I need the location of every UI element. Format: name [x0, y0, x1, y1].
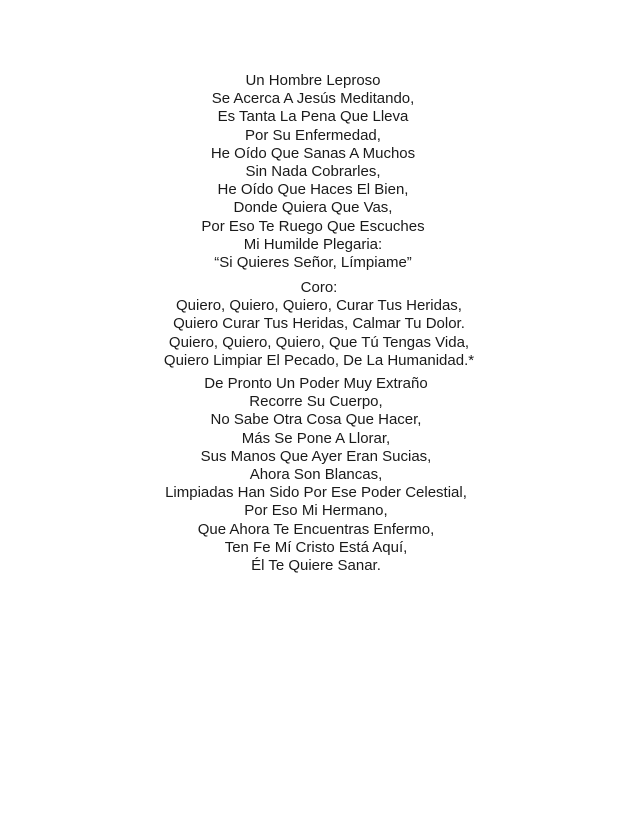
lyric-line: Más Se Pone A Llorar,: [241, 429, 391, 447]
lyric-line: De Pronto Un Poder Muy Extraño: [204, 375, 428, 392]
lyric-line: He Oído Que Haces El Bien,: [217, 181, 409, 199]
lyric-line: No Sabe Otra Cosa Que Hacer,: [210, 411, 422, 429]
lyric-line: Por Eso Mi Hermano,: [244, 502, 388, 520]
chorus: [0, 279, 638, 370]
lyric-line: Donde Quiera Que Vas,: [233, 199, 393, 217]
lyric-line: Por Su Enfermedad,: [245, 126, 381, 144]
lyric-line: “Si Quieres Señor, Límpiame”: [214, 254, 412, 272]
stanza-1: [0, 72, 632, 272]
lyric-line: Un Hombre Leproso: [245, 72, 381, 89]
lyric-line: Se Acerca A Jesús Meditando,: [211, 90, 415, 108]
lyric-line: Que Ahora Te Encuentras Enfermo,: [197, 520, 435, 538]
lyric-line: Por Eso Te Ruego Que Escuches: [201, 217, 425, 235]
lyric-line: Quiero, Quiero, Quiero, Que Tú Tengas Vida,: [168, 333, 470, 351]
lyric-line: He Oído Que Sanas A Muchos: [210, 144, 416, 162]
lyric-line: Quiero Limpiar El Pecado, De La Humanidad.*: [163, 351, 475, 369]
lyric-line: Limpiadas Han Sido Por Ese Poder Celestial,: [165, 484, 467, 502]
lyric-line: Mi Humilde Plegaria:: [243, 235, 383, 253]
lyric-line: Quiero Curar Tus Heridas, Calmar Tu Dolor.: [173, 315, 465, 333]
lyric-line: Quiero, Quiero, Quiero, Curar Tus Heridas,: [176, 297, 462, 315]
stanza-2: [0, 375, 635, 575]
lyric-line: Ahora Son Blancas,: [249, 466, 383, 484]
lyric-line: Ten Fe Mí Cristo Está Aquí,: [224, 538, 408, 556]
lyric-line: Recorre Su Cuerpo,: [249, 393, 383, 411]
lyric-line: Sus Manos Que Ayer Eran Sucias,: [200, 447, 432, 465]
lyric-line: Él Te Quiere Sanar.: [251, 557, 381, 575]
chorus-heading: Coro:: [300, 279, 338, 296]
lyric-line: Sin Nada Cobrarles,: [245, 163, 381, 181]
lyric-line: Es Tanta La Pena Que Lleva: [217, 108, 409, 126]
